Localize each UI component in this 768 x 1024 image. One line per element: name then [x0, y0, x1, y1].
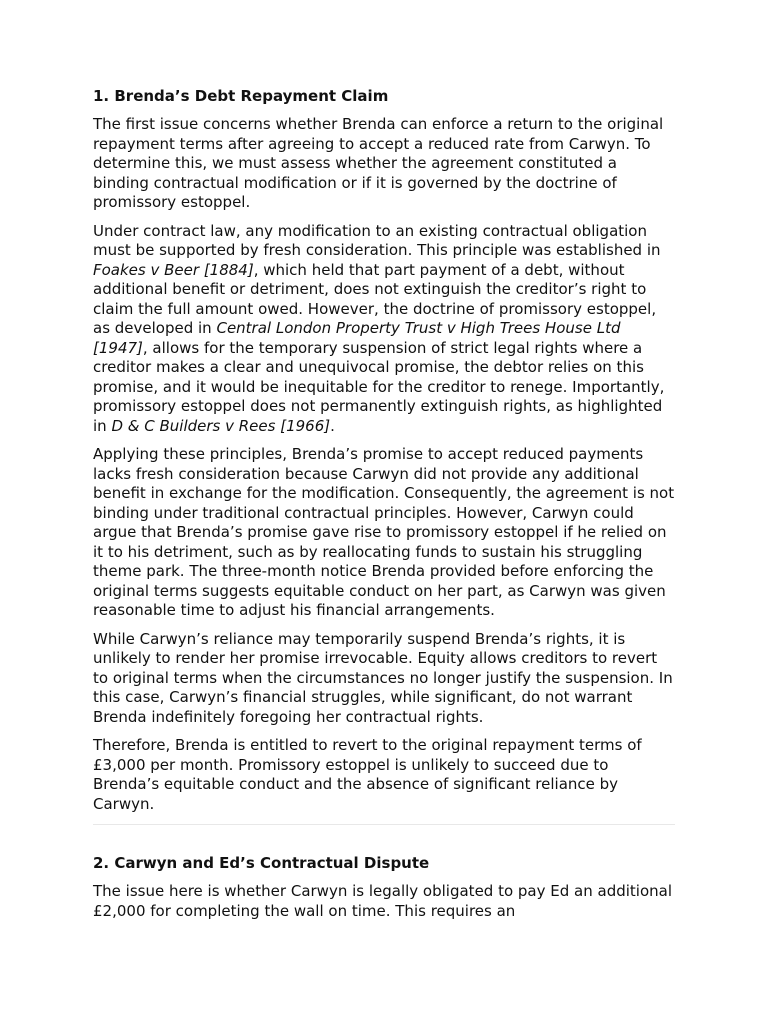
- section-1: [93, 86, 675, 814]
- section-2: [93, 853, 675, 921]
- paragraph: [93, 115, 675, 213]
- paragraph: [93, 222, 675, 437]
- case-citation: D & C Builders v Rees [1966]: [111, 416, 331, 435]
- text-run: While Carwyn’s reliance may temporarily suspend Brenda’s rights, it is unlikely to render her promise irrevocable. Equity allows creditors to revert to original terms when the circumstances no longer justify the suspension. In this case, Carwyn’s financial struggles, while significant, do not warrant Brenda indefinitely foregoing her contractual rights.: [93, 629, 673, 726]
- text-run: .: [330, 416, 335, 435]
- text-run: The issue here is whether Carwyn is legally obligated to pay Ed an additional £2,000 for completing the wall on time. This requires an: [93, 882, 672, 920]
- text-run: The first issue concerns whether Brenda can enforce a return to the original repayment terms after agreeing to accept a reduced rate from Carwyn. To determine this, we must assess whether the agreement constituted a binding contractual modification or if it is governed by the doctrine of promissory estoppel.: [93, 115, 664, 211]
- text-run: , allows for the temporary suspension of strict legal rights where a creditor makes a clear and unequivocal promise, the debtor relies on this promise, and it would be inequitable for the creditor to renege. Importantly, promissory estoppel does not permanently extinguish rights, as highlighted in: [93, 338, 665, 435]
- section-divider: [93, 824, 675, 825]
- paragraph: [93, 630, 675, 728]
- text-run: Under contract law, any modification to an existing contractual obligation must be supported by fresh consideration. This principle was established in: [93, 221, 661, 259]
- paragraph: [93, 882, 675, 921]
- text-run: Therefore, Brenda is entitled to revert to the original repayment terms of £3,000 per month. Promissory estoppel is unlikely to succeed due to Brenda’s equitable conduct and the absence of significant reliance by Carwyn.: [93, 736, 642, 813]
- text-run: Applying these principles, Brenda’s promise to accept reduced payments lacks fresh consideration because Carwyn did not provide any additional benefit in exchange for the modification. Consequently, the agreement is not binding under traditional contractual principles. However, Carwyn could argue that Brenda’s promise gave rise to promissory estoppel if he relied on it to his detriment, such as by reallocating funds to sustain his struggling theme park. The three-month notice Brenda provided before enforcing the original terms suggests equitable conduct on her part, as Carwyn was given reasonable time to adjust his financial arrangements.: [93, 445, 675, 619]
- section-heading: 1. Brenda’s Debt Repayment Claim: [93, 87, 389, 105]
- case-citation: Central London Property Trust v High Trees House Ltd [1947]: [93, 319, 621, 357]
- paragraph: [93, 736, 675, 814]
- paragraph: [93, 445, 675, 621]
- text-run: , which held that part payment of a debt, without additional benefit or detriment, does not extinguish the creditor’s right to claim the full amount owed. However, the doctrine of promissory estoppel, as developed in: [93, 260, 657, 337]
- section-heading: 2. Carwyn and Ed’s Contractual Dispute: [93, 854, 430, 872]
- case-citation: Foakes v Beer [1884]: [93, 260, 254, 279]
